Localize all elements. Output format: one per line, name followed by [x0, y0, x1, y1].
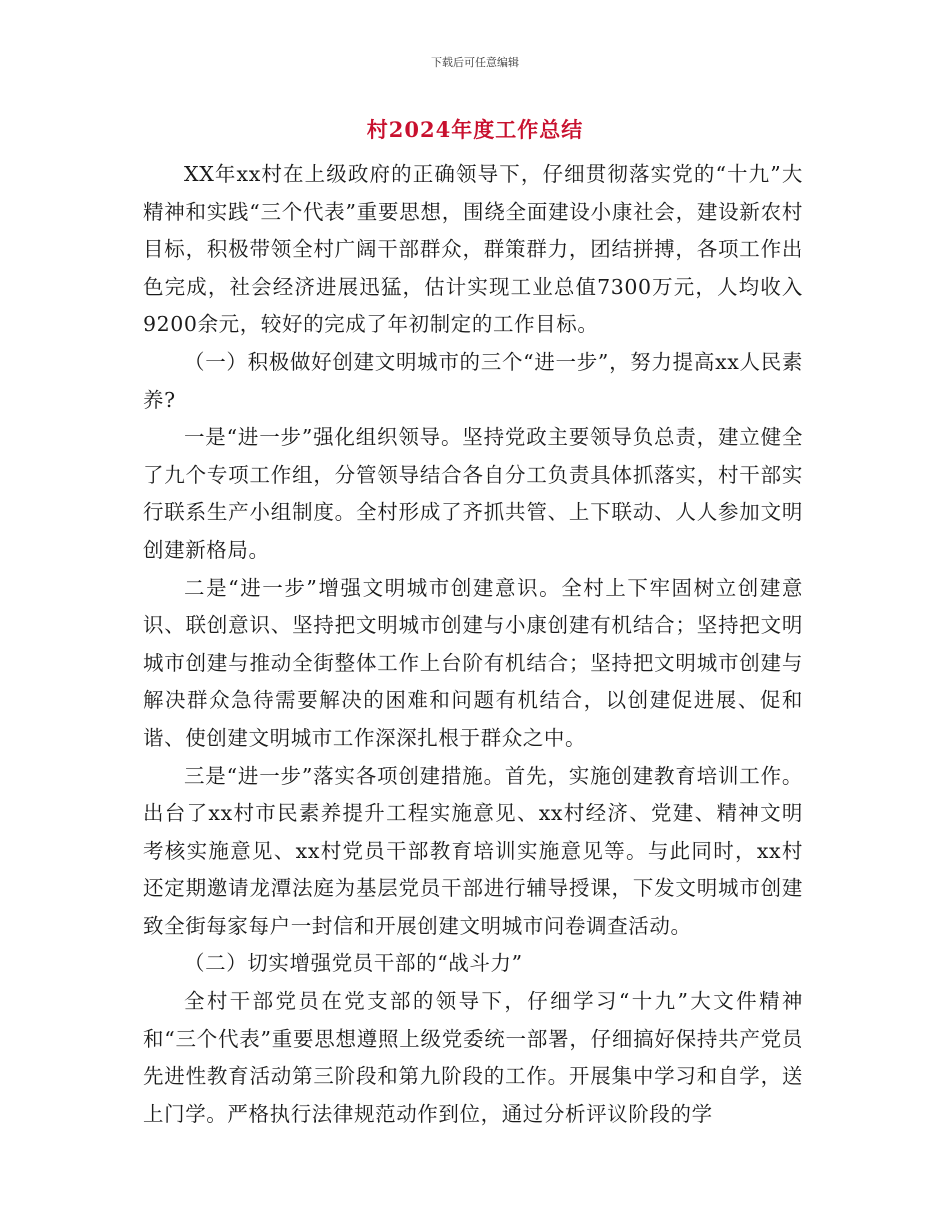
section-heading-2: （二）切实增强党员干部的“战斗力” — [184, 951, 523, 976]
header-note: 下载后可任意编辑 — [431, 56, 519, 69]
paragraph-point-2: 二是“进一步”增强文明城市创建意识。全村上下牢固树立创建意识、联创意识、坚持把文明城市创建与小康创建有机结合；坚持把文明城市创建与推动全街整体工作上台阶有机结合；坚持把文明城市创建与解决群众急待需要解决的困难和问题有机结合，以创建促进展、促和谐、使创建文明城市工作深深扎根于群众之中。 — [143, 575, 803, 750]
document-body — [143, 156, 803, 1133]
paragraph-intro: XX年xx村在上级政府的正确领导下，仔细贯彻落实党的“十九”大精神和实践“三个代表”重要思想，围绕全面建设小康社会，建设新农村目标，积极带领全村广阔干部群众，群策群力，团结拼搏，各项工作出色完成，社会经济进展迅猛，估计实现工业总值7300万元，人均收入9200余元，较好的完成了年初制定的工作目标。 — [143, 162, 803, 337]
section-heading-1: （一）积极做好创建文明城市的三个“进一步”，努力提高xx人民素养? — [143, 349, 803, 412]
paragraph-point-3: 三是“进一步”落实各项创建措施。首先，实施创建教育培训工作。出台了xx村市民素养提升工程实施意见、xx村经济、党建、精神文明考核实施意见、xx村党员干部教育培训实施意见等。与此同时，xx村还定期邀请龙潭法庭为基层党员干部进行辅导授课，下发文明城市创建致全街每家每户一封信和开展创建文明城市问卷调查活动。 — [143, 763, 803, 938]
paragraph-point-1: 一是“进一步”强化组织领导。坚持党政主要领导负总责，建立健全了九个专项工作组，分管领导结合各自分工负责具体抓落实，村干部实行联系生产小组制度。全村形成了齐抓共管、上下联动、人人参加文明创建新格局。 — [143, 425, 803, 562]
document-title: 村2024年度工作总结 — [366, 117, 584, 142]
paragraph-section-2: 全村干部党员在党支部的领导下，仔细学习“十九”大文件精神和“三个代表”重要思想遵照上级党委统一部署，仔细搞好保持共产党员先进性教育活动第三阶段和第九阶段的工作。开展集中学习和自学，送上门学。严格执行法律规范动作到位，通过分析评议阶段的学 — [143, 989, 803, 1126]
